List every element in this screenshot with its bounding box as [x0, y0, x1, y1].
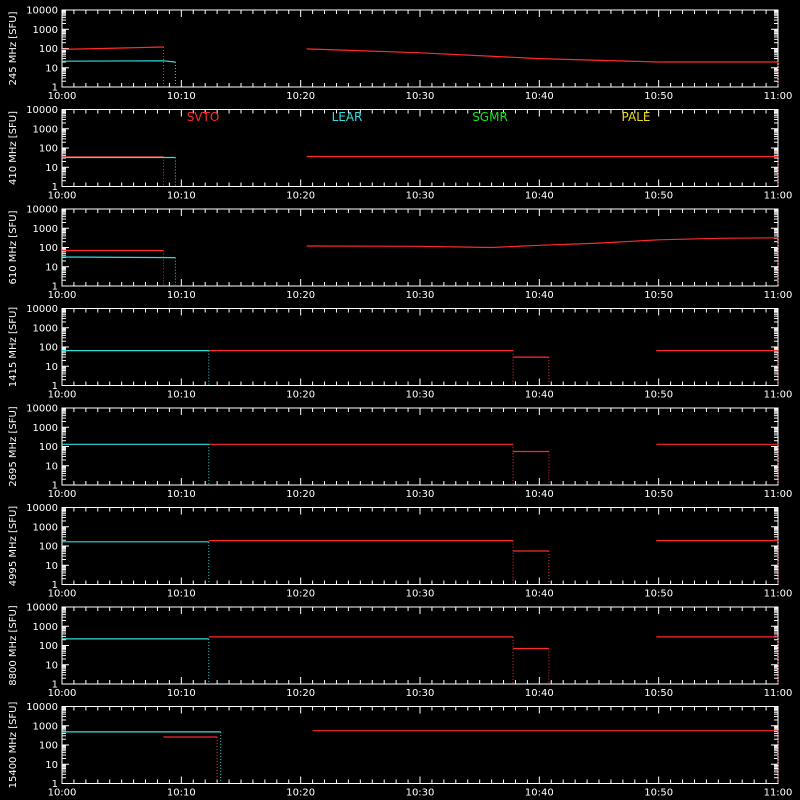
- y-tick-label: 1000: [32, 522, 58, 534]
- x-tick-label: 10:00: [47, 489, 77, 500]
- x-tick-label: 10:00: [47, 91, 77, 102]
- x-tick-label: 10:30: [405, 91, 435, 102]
- plot-frame: [62, 508, 778, 585]
- panel-8: [8, 702, 792, 799]
- x-tick-label: 10:50: [644, 190, 674, 202]
- plot-frame: [62, 408, 778, 485]
- panels-group: [8, 6, 792, 799]
- y-tick-label: 1: [51, 580, 58, 591]
- x-tick-label: 10:30: [405, 489, 435, 500]
- legend-pale: PALE: [621, 110, 651, 124]
- y-tick-label: 10000: [26, 403, 58, 415]
- series-line-lear: [62, 61, 175, 62]
- y-tick-label: 10: [45, 759, 58, 771]
- x-tick-label: 10:10: [166, 588, 196, 600]
- panel-1: [8, 6, 792, 103]
- series-line-svto: [62, 47, 163, 49]
- y-axis-label: 2695 MHz [SFU]: [8, 406, 19, 487]
- x-tick-label: 10:10: [166, 190, 196, 202]
- panel-2: [8, 105, 792, 202]
- x-tick-label: 10:50: [644, 688, 674, 699]
- y-tick-label: 10: [45, 361, 58, 373]
- y-tick-label: 1: [51, 679, 58, 691]
- y-tick-label: 100: [38, 541, 58, 553]
- y-axis-label: 15400 MHz [SFU]: [8, 701, 19, 789]
- x-tick-label: 10:50: [644, 389, 674, 401]
- y-tick-label: 10000: [26, 105, 58, 116]
- x-tick-label: 11:00: [763, 588, 793, 600]
- legend-lear: LEAR: [331, 110, 363, 124]
- x-tick-label: 11:00: [763, 290, 793, 301]
- y-tick-label: 1000: [32, 721, 58, 733]
- x-tick-label: 10:20: [286, 389, 316, 401]
- plot-frame: [62, 707, 778, 784]
- x-tick-label: 10:10: [166, 787, 196, 799]
- x-tick-label: 10:10: [166, 688, 196, 699]
- x-tick-label: 10:40: [524, 290, 554, 301]
- x-tick-label: 10:40: [524, 787, 554, 799]
- y-axis-label: 410 MHz [SFU]: [8, 110, 19, 186]
- y-tick-label: 1000: [32, 621, 58, 633]
- y-tick-label: 10000: [26, 602, 58, 614]
- y-tick-label: 100: [38, 44, 58, 55]
- x-tick-label: 10:20: [286, 688, 316, 699]
- y-tick-label: 1000: [32, 124, 58, 136]
- y-axis-label: 1415 MHz [SFU]: [8, 306, 19, 388]
- plot-frame: [62, 607, 778, 684]
- x-tick-label: 10:00: [47, 190, 77, 202]
- x-tick-label: 10:30: [405, 688, 435, 699]
- legend-sgmr: SGMR: [472, 110, 508, 124]
- x-tick-label: 10:30: [405, 190, 435, 202]
- y-tick-label: 100: [38, 442, 58, 453]
- x-tick-label: 11:00: [763, 389, 793, 401]
- y-tick-label: 100: [38, 143, 58, 155]
- legend-svto: SVTO: [186, 110, 220, 124]
- y-tick-label: 10000: [26, 5, 58, 17]
- x-tick-label: 10:20: [286, 190, 316, 202]
- x-tick-label: 10:10: [166, 389, 196, 401]
- y-tick-label: 100: [38, 342, 58, 354]
- x-tick-label: 10:00: [47, 787, 77, 799]
- x-tick-label: 11:00: [763, 489, 793, 500]
- y-tick-label: 100: [38, 740, 58, 752]
- y-tick-label: 100: [38, 243, 58, 254]
- x-tick-label: 11:00: [763, 688, 793, 699]
- x-tick-label: 10:40: [524, 389, 554, 401]
- x-tick-label: 10:10: [166, 489, 196, 500]
- x-tick-label: 10:30: [405, 290, 435, 301]
- y-axis-label: 610 MHz [SFU]: [8, 210, 19, 285]
- x-tick-label: 10:50: [644, 290, 674, 301]
- y-tick-label: 1000: [32, 223, 58, 235]
- x-tick-label: 10:10: [166, 290, 196, 301]
- y-axis-label: 4995 MHz [SFU]: [8, 505, 19, 587]
- x-tick-label: 10:00: [47, 688, 77, 699]
- y-tick-label: 10: [45, 162, 58, 174]
- x-tick-label: 10:50: [644, 588, 674, 600]
- x-tick-label: 10:50: [644, 787, 674, 799]
- legend: [187, 110, 651, 124]
- x-tick-label: 10:40: [524, 190, 554, 202]
- y-tick-label: 10: [45, 461, 58, 473]
- x-tick-label: 10:30: [405, 389, 435, 401]
- x-tick-label: 10:10: [166, 91, 196, 102]
- x-tick-label: 10:20: [286, 787, 316, 799]
- y-tick-label: 10000: [26, 702, 58, 713]
- x-tick-label: 10:40: [524, 489, 554, 500]
- y-tick-label: 1000: [32, 422, 58, 434]
- y-tick-label: 1: [51, 480, 58, 492]
- y-tick-label: 10000: [26, 204, 58, 216]
- y-tick-label: 1: [51, 381, 58, 392]
- x-tick-label: 10:40: [524, 588, 554, 600]
- y-tick-label: 100: [38, 641, 58, 652]
- y-tick-label: 1: [51, 779, 58, 790]
- x-tick-label: 10:50: [644, 489, 674, 500]
- x-tick-label: 10:40: [524, 688, 554, 699]
- panel-5: [8, 404, 792, 501]
- plot-frame: [62, 209, 778, 286]
- x-tick-label: 10:00: [47, 389, 77, 401]
- y-axis-label: 8800 MHz [SFU]: [8, 605, 19, 686]
- plot-frame: [62, 10, 778, 87]
- plot-frame: [62, 309, 778, 386]
- y-tick-label: 10: [45, 660, 58, 672]
- series-line-svto: [307, 238, 778, 248]
- y-tick-label: 1000: [32, 323, 58, 335]
- x-tick-label: 10:50: [644, 91, 674, 102]
- x-tick-label: 10:30: [405, 787, 435, 799]
- panel-7: [8, 603, 792, 700]
- y-tick-label: 10: [45, 560, 58, 572]
- x-tick-label: 10:00: [47, 588, 77, 600]
- x-tick-label: 11:00: [763, 787, 793, 799]
- panel-3: [8, 205, 792, 302]
- x-tick-label: 11:00: [763, 190, 793, 202]
- series-line-svto: [307, 49, 778, 62]
- x-tick-label: 10:20: [286, 91, 316, 102]
- x-tick-label: 10:20: [286, 489, 316, 500]
- y-tick-label: 10000: [26, 503, 58, 514]
- x-tick-label: 10:30: [405, 588, 435, 600]
- y-tick-label: 1: [51, 281, 58, 293]
- series-line-lear: [62, 257, 175, 258]
- y-tick-label: 1: [51, 182, 58, 193]
- x-tick-label: 10:40: [524, 91, 554, 102]
- x-tick-label: 10:00: [47, 290, 77, 301]
- x-tick-label: 11:00: [763, 91, 793, 102]
- y-tick-label: 1: [51, 82, 58, 94]
- y-tick-label: 1000: [32, 24, 58, 36]
- panel-4: [8, 304, 792, 401]
- y-axis-label: 245 MHz [SFU]: [8, 11, 19, 86]
- x-tick-label: 10:20: [286, 290, 316, 301]
- panel-6: [8, 503, 792, 600]
- y-tick-label: 10000: [26, 304, 58, 315]
- y-tick-label: 10: [45, 63, 58, 75]
- x-tick-label: 10:20: [286, 588, 316, 600]
- plot-frame: [62, 110, 778, 187]
- y-tick-label: 10: [45, 262, 58, 274]
